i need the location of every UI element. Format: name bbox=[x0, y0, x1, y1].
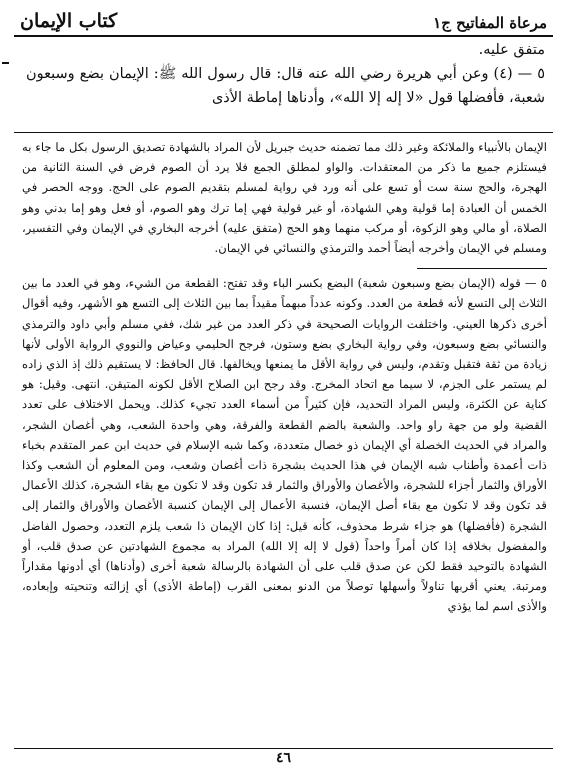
previous-hadith-end: متفق عليه. bbox=[478, 42, 545, 58]
section-title: كتاب الإيمان bbox=[20, 10, 118, 32]
footer-divider bbox=[14, 748, 553, 749]
book-title: مرعاة المفاتيح ج١ bbox=[433, 14, 547, 32]
section-divider bbox=[14, 132, 553, 133]
commentary-block bbox=[22, 137, 547, 617]
commentary-paragraph-2: ٥ — قوله (الإيمان بضع وسبعون شعبة) البضع بكسر الباء وقد تفتح: القطعة من الشيء، وهو في العدد ما بين الثلاث إلى التسع لأنه قطعة من العدد. وكونه عدداً مبهماً مقيداً بما بين الثلاث إلى التسع هو الأشهر، وفيه أقوال أخرى ذكرها العيني. واختلفت الروايات الصحيحة في ذكر العدد من غير شك، ففي مسلم وأبي داود والترمذي والنسائي بضع وسبعون، وفي رواية البخاري بضع وستون، فرجح الحليمي وعياض والنووي الرواية الأولى لأنها زيادة من ثقة فتقبل وتقدم، وليس في رواية الأقل ما يمنعها ويخالفها. قال الحافظ: لا يستقيم ذلك إذ الذي زاده لم يستمر على الجزم، لا سيما مع اتحاد المخرج. وقد رجح ابن الصلاح الأقل لكونه المتيقن. انتهى. وقيل: هو كناية عن الكثرة، وليس المراد التحديد، فإن كثيراً من أسماء العدد تجيء كذلك. ويحمل الاختلاف على تعدد القضية ولو من جهة راو واحد. والشعبة بالضم القطعة والفرقة، وهي واحدة الشعب، وهي أغصان الشجر، والمراد في الحديث الخصلة أي الإيمان ذو خصال متعددة، وكما شبه الإسلام في حديث ابن عمر المتقدم بخباء ذات أعمدة وأطناب شبه الإيمان في هذا الحديث بشجرة ذات أغصان وشعب، ومن المعلوم أن الشعب وكذا الأوراق والثمار أجزاء للشجرة، والأغصان والأوراق والثمار قد تكون وقد لا تكون مع بقاء الشجرة، كذلك الأعمال قد تكون وقد لا تكون مع بقاء أصل الإيمان، فنسبة الأعمال إلى الإيمان كنسبة الأغصان والأوراق والثمار إلى الشجرة (فأفضلها) هو جزاء شرط محذوف، كأنه قيل: إذا كان الإيمان ذا شعب يلزم التعدد، وحصول الفاضل والمفضول بخلافه إذا كان أمراً واحداً (قول لا إله إلا الله) المراد به مجموع الشهادتين عن صدق قلب، أو الشهادة بالتوحيد فقط لكن عن صدق قلب على أن الشهادة بالرسالة شعبة أخرى (وأدناها) أي أدونها مقداراً ومرتبة. يعني أقربها تناولاً وأسهلها توصلاً من الدنو بمعنى القرب (إماطة الأذى) أي إزالته وتنحيته وإبعاده، والأذى اسم لما يؤذي bbox=[22, 268, 547, 616]
commentary-paragraph-1: الإيمان بالأنبياء والملائكة وغير ذلك مما تضمنه حديث جبريل لأن المراد بالشهادة تصديق الرسول بكل ما جاء به فيستلزم جميع ما ذكر من المعتقدات. والواو لمطلق الجمع فلا يرد أن الصوم فرض في السنة الثانية من الهجرة، والحج سنة ست أو تسع على أنه ورد في رواية لمسلم بتقديم الصوم على الحج. ووجه الحصر في الخمس أن العبادة إما قولية وهي الشهادة، أو غير قولية فهي إما ترك وهو الصوم، أو فعل وهو إما بدني وهو الصلاة، أو مالي وهو الزكوة، أو مركب منهما وهو الحج (متفق عليه) أخرجه البخاري في الإيمان وفي التفسير، ومسلم في الإيمان وأخرجه أيضاً أحمد والترمذي والنسائي في الإيمان. bbox=[22, 140, 547, 256]
hadith-text: ٥ — (٤) وعن أبي هريرة رضي الله عنه قال: قال رسول الله ﷺ: الإيمان بضع وسبعون شعبة، فأفضلها قول «لا إله إلا الله»، وأدناها إماطة الأذى bbox=[26, 66, 545, 106]
page-number: ٤٦ bbox=[275, 750, 292, 766]
margin-mark bbox=[2, 62, 9, 64]
hadith-block bbox=[26, 38, 545, 110]
running-header bbox=[14, 2, 553, 37]
